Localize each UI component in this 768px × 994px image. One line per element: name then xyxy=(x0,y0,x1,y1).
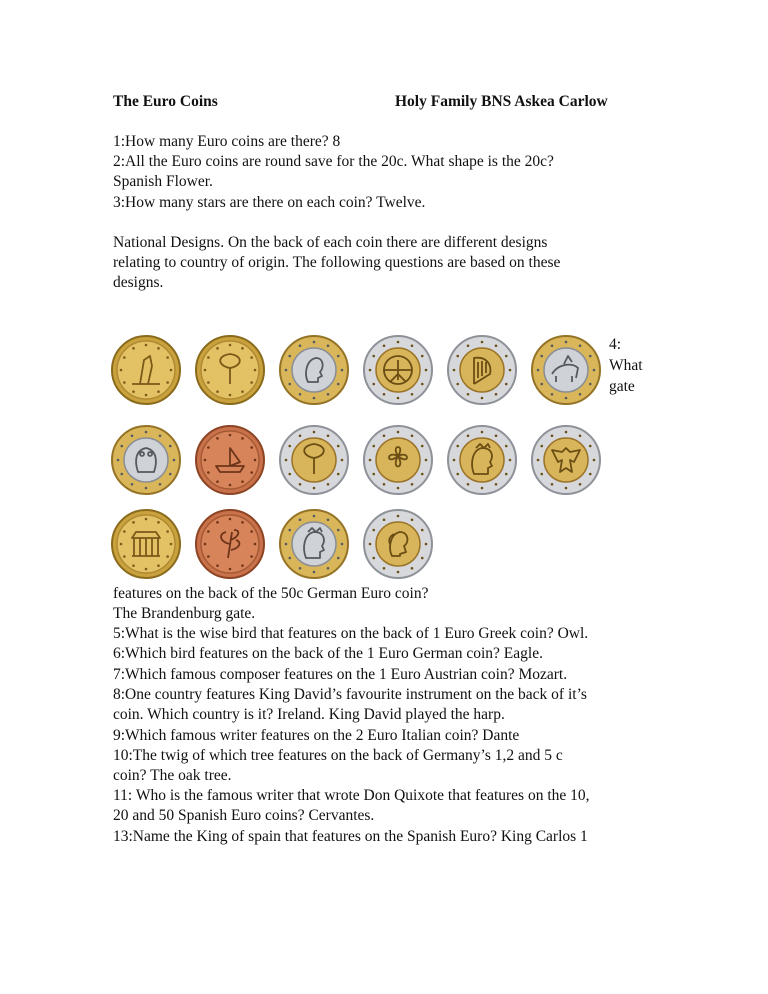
question-line: 7:Which famous composer features on the 1 Euro Austrian coin? Mozart. xyxy=(113,666,568,683)
paragraph-line: designs. xyxy=(113,274,164,291)
euro-coin-image xyxy=(446,424,518,496)
paragraph-line: National Designs. On the back of each coin there are different designs xyxy=(113,234,548,251)
question-line: 9:Which famous writer features on the 2 Euro Italian coin? Dante xyxy=(113,727,520,744)
question-line: 6:Which bird features on the back of the 1 Euro German coin? Eagle. xyxy=(113,645,543,662)
question-line: coin. Which country is it? Ireland. King David played the harp. xyxy=(113,706,505,723)
side-line: gate xyxy=(609,378,635,395)
euro-coin-image xyxy=(446,334,518,406)
paragraph-line: relating to country of origin. The following questions are based on these xyxy=(113,254,561,271)
euro-coin-image xyxy=(194,508,266,580)
euro-coin-image xyxy=(278,424,350,496)
euro-coin-image xyxy=(194,334,266,406)
question-line: 11: Who is the famous writer that wrote Don Quixote that features on the 10, xyxy=(113,787,590,804)
question-line: 3:How many stars are there on each coin? Twelve. xyxy=(113,194,426,211)
euro-coin-image xyxy=(110,508,182,580)
question-line: 10:The twig of which tree features on the back of Germany’s 1,2 and 5 c xyxy=(113,747,563,764)
question-line: The Brandenburg gate. xyxy=(113,605,256,622)
question-line: 20 and 50 Spanish Euro coins? Cervantes. xyxy=(113,807,375,824)
euro-coin-image xyxy=(278,334,350,406)
question-line: Spanish Flower. xyxy=(113,173,213,190)
vitruvian-icon xyxy=(384,356,412,384)
side-line: What xyxy=(609,357,643,374)
euro-coin-image xyxy=(110,334,182,406)
question-line: 1:How many Euro coins are there? 8 xyxy=(113,133,341,150)
document-title: The Euro Coins xyxy=(113,93,218,110)
question-line: 13:Name the King of spain that features on the Spanish Euro? King Carlos 1 xyxy=(113,828,588,845)
question-line: 2:All the Euro coins are round save for the 20c. What shape is the 20c? xyxy=(113,153,554,170)
euro-coin-image xyxy=(110,424,182,496)
euro-coin-image xyxy=(278,508,350,580)
question-line: coin? The oak tree. xyxy=(113,767,232,784)
question-line: 5:What is the wise bird that features on the back of 1 Euro Greek coin? Owl. xyxy=(113,625,589,642)
side-line: 4: xyxy=(609,336,622,353)
school-name: Holy Family BNS Askea Carlow xyxy=(395,93,608,110)
euro-coin-image xyxy=(362,424,434,496)
euro-coin-image xyxy=(362,508,434,580)
question-line: features on the back of the 50c German Euro coin? xyxy=(113,585,429,602)
euro-coin-image xyxy=(194,424,266,496)
euro-coin-image xyxy=(530,424,602,496)
question-line: 8:One country features King David’s favourite instrument on the back of it’s xyxy=(113,686,587,703)
euro-coin-image xyxy=(530,334,602,406)
euro-coin-image xyxy=(362,334,434,406)
